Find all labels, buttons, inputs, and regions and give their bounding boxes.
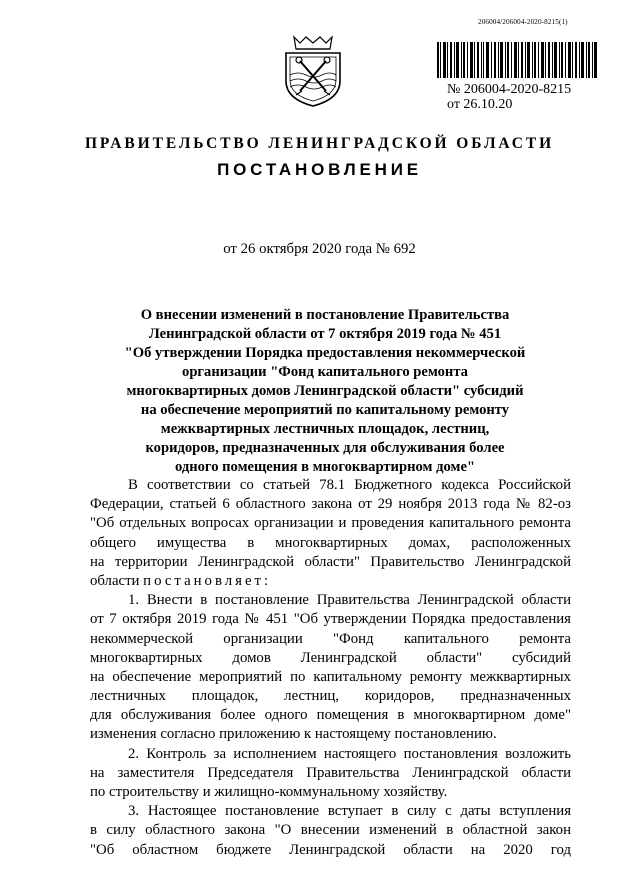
registration-date: от 26.10.20 [447,97,513,112]
title-line: коридоров, предназначенных для обслуживания более [145,440,505,456]
item-1-line: некоммерческой организации "Фонд капитального ремонта [90,630,571,647]
item-1-line: лестничных площадок, лестниц, коридоров, предназначенных [90,688,571,705]
decree-date-number: от 26 октября 2020 года № 692 [223,241,416,257]
item-3-line: в силу областного закона "О внесении изменений в областной закон [90,822,571,839]
preamble-last-word: области [90,572,140,589]
item-1-line: на обеспечение мероприятий по капитальному ремонту межквартирных [90,668,571,685]
item-2-line: по строительству и жилищно-коммунальному хозяйству. [90,784,448,800]
title-line: межквартирных лестничных площадок, лестниц, [160,421,490,437]
item-1-line: многоквартирных домов Ленинградской области" субсидий [90,649,571,666]
item-3-line: "Об областном бюджете Ленинградской области на 2020 год [90,841,571,858]
document-type: ПОСТАНОВЛЕНИЕ [217,160,422,179]
item-1-line: изменения согласно приложению к настоящему постановлению. [90,726,497,743]
reference-code: 206004/206004-2020-8215(1) [478,18,568,26]
title-line: многоквартирных домов Ленинградской области" субсидий [126,383,524,399]
preamble-line: общего имущества в многоквартирных домах, расположенных [90,534,571,551]
item-3-line: 3. Настоящее постановление вступает в силу с даты вступления [128,803,571,820]
registration-number: № 206004-2020-8215 [447,82,572,97]
title-line: на обеспечение мероприятий по капитальному ремонту [140,402,510,418]
decree-title [110,306,540,477]
preamble-line: на территории Ленинградской области" Правительство Ленинградской [90,553,571,570]
title-line: О внесении изменений в постановление Правительства [140,307,510,323]
preamble-line: "Об отдельных вопросах организации и проведения капитального ремонта [90,515,571,532]
government-name: ПРАВИТЕЛЬСТВО ЛЕНИНГРАДСКОЙ ОБЛАСТИ [84,135,555,152]
resolves-word: постановляет: [143,572,272,589]
preamble-line: Федерации, статьей 6 областного закона от 29 ноября 2013 года № 82-оз [90,496,571,513]
coat-of-arms-icon [280,33,346,109]
item-2-line: на заместителя Председателя Правительства Ленинградской области [90,764,571,781]
title-line: "Об утверждении Порядка предоставления некоммерческой [124,345,526,361]
title-line: одного помещения в многоквартирном доме" [174,459,476,475]
title-line: организации "Фонд капитального ремонта [182,364,468,380]
item-1-line: 1. Внести в постановление Правительства Ленинградской области [128,592,571,609]
item-1-line: для обслуживания более одного помещения в многоквартирном доме" [90,707,571,724]
title-line: Ленинградской области от 7 октября 2019 года № 451 [148,326,502,342]
document-body [90,476,571,860]
item-1-line: от 7 октября 2019 года № 451 "Об утверждении Порядка предоставления [90,611,571,628]
item-2-line: 2. Контроль за исполнением настоящего постановления возложить [128,745,571,762]
barcode-icon [437,42,597,78]
preamble-line: В соответствии со статьей 78.1 Бюджетного кодекса Российской [128,477,571,493]
preamble-line [90,572,571,591]
